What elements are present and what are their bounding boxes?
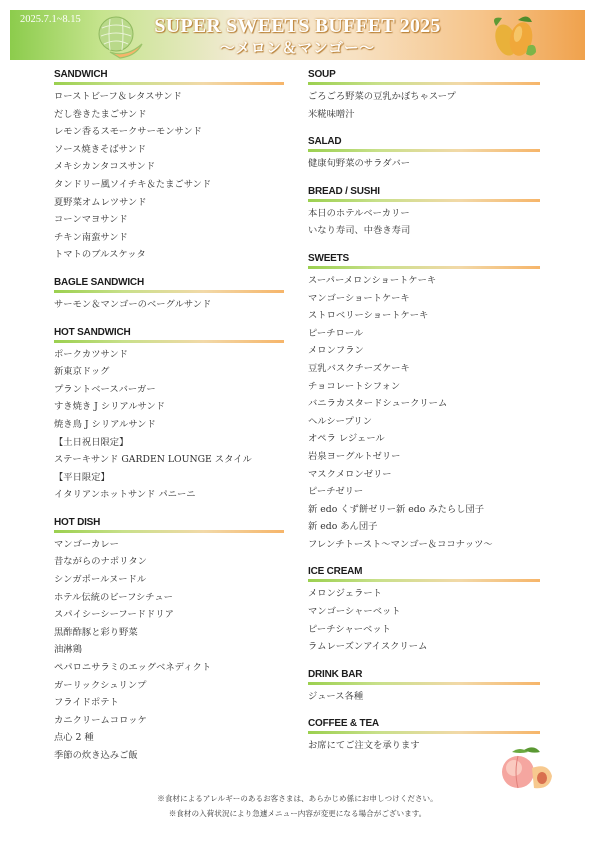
section-divider [308, 266, 540, 269]
menu-item: 岩泉ヨーグルトゼリー [308, 450, 401, 462]
section-soup [308, 69, 540, 123]
menu-item: 【平日限定】 [54, 471, 110, 483]
menu-item: 夏野菜オムレツサンド [54, 196, 147, 208]
menu-item: タンドリー風ソイチキ＆たまごサンド [54, 178, 212, 190]
menu-item: プラントベースバーガー [54, 383, 156, 395]
section-drink-bar [308, 669, 540, 706]
section-bagle-sandwich [54, 277, 284, 314]
footer-notes [0, 791, 595, 821]
menu-item: 米糀味噌汁 [308, 108, 355, 120]
menu-item: トマトのブルスケッタ [54, 249, 146, 261]
section-divider [54, 340, 284, 343]
menu-item: スーパーメロンショートケーキ [308, 274, 437, 286]
date-range: 2025.7.1~8.15 [20, 14, 81, 25]
menu-item: スパイシーシーフードドリア [54, 609, 174, 621]
title-banner [10, 10, 585, 60]
menu-item: マスクメロンゼリー [308, 468, 392, 480]
section-sweets [308, 253, 540, 554]
menu-item: バニラカスタードシュークリーム [308, 398, 448, 410]
section-ice-cream [308, 566, 540, 655]
menu-item: ペパロニサラミのエッグベネディクト [54, 662, 212, 674]
menu-item: シンガポールヌードル [54, 574, 147, 586]
menu-item: メロンフラン [308, 345, 364, 357]
menu-item: フレンチトースト～マンゴー＆ココナッツ～ [308, 538, 493, 550]
menu-item: 点心 2 種 [54, 732, 94, 744]
section-divider [54, 530, 284, 533]
menu-item: フライドポテト [54, 697, 119, 709]
section-title: BAGLE SANDWICH [54, 276, 144, 288]
section-title: SOUP [308, 69, 336, 80]
allergy-note: ※食材によるアレルギーのあるお客さまは、あらかじめ係にお申しつけください。 [157, 794, 438, 803]
section-divider [54, 82, 284, 85]
menu-item: メキシカンタコスサンド [54, 161, 156, 173]
section-bread-sushi [308, 186, 540, 240]
menu-item: 油淋鶏 [54, 644, 82, 656]
menu-item: ピーチゼリー [308, 486, 364, 498]
menu-item: 新 edo あん団子 [308, 521, 378, 533]
menu-item: コーンマヨサンド [54, 214, 128, 226]
menu-item: ピーチシャーベット [308, 623, 391, 635]
menu-item: すき焼き J シリアルサンド [54, 401, 166, 413]
menu-item: レモン香るスモークサーモンサンド [54, 126, 202, 138]
menu-item: 【土日祝日限定】 [54, 436, 129, 448]
menu-item: お席にてご注文を承ります [308, 740, 420, 752]
menu-item: ローストビーフ＆レタスサンド [54, 91, 182, 102]
menu-change-note: ※食材の入荷状況により急遽メニュー内容が変更になる場合がございます。 [168, 809, 427, 818]
section-title: SWEETS [308, 252, 350, 264]
menu-item: 季節の炊き込みご飯 [54, 750, 138, 761]
section-title: HOT DISH [54, 516, 101, 528]
menu-item: チキン南蛮サンド [54, 231, 128, 243]
section-salad [308, 136, 540, 173]
menu-right-column [308, 69, 540, 768]
menu-item: ストロベリーショートケーキ [308, 310, 429, 322]
menu-item: ヘルシープリン [308, 415, 373, 427]
menu-item: ソース焼きそばサンド [54, 143, 147, 155]
menu-item: 本日のホテルベーカリー [308, 207, 410, 219]
section-divider [308, 199, 540, 202]
section-title: COFFEE & TEA [308, 718, 379, 730]
page-title: SUPER SWEETS BUFFET 2025 [154, 15, 441, 37]
menu-item: ラムレーズンアイスクリーム [308, 641, 428, 653]
menu-item: サーモン＆マンゴーのベーグルサンド [54, 298, 212, 310]
menu-item: 焼き鳥 J シリアルサンド [54, 418, 156, 430]
section-title: BREAD / SUSHI [308, 185, 380, 197]
section-divider [308, 579, 540, 582]
peach-icon [494, 746, 556, 792]
section-divider [54, 290, 284, 293]
menu-item: ジュース各種 [308, 690, 364, 702]
section-hot-sandwich [54, 327, 284, 504]
menu-item: ホテル伝統のビーフシチュー [54, 591, 173, 603]
section-divider [308, 731, 540, 734]
menu-item: 新 edo くず餅ゼリー新 edo みたらし団子 [308, 503, 485, 515]
menu-item: 豆乳バスクチーズケーキ [308, 362, 410, 374]
section-title: HOT SANDWICH [54, 326, 131, 338]
menu-item: マンゴーカレー [54, 538, 119, 550]
section-title: DRINK BAR [308, 668, 363, 680]
section-hot-dish [54, 517, 284, 765]
section-divider [308, 682, 540, 685]
section-divider [308, 82, 540, 85]
menu-item: だし巻きたまごサンド [54, 108, 147, 120]
menu-item: ごろごろ野菜の豆乳かぼちゃスープ [308, 91, 456, 102]
menu-item: いなり寿司、中巻き寿司 [308, 225, 411, 237]
menu-item: 健康旬野菜のサラダバー [308, 158, 411, 170]
section-sandwich [54, 69, 284, 264]
section-title: SANDWICH [54, 69, 108, 80]
section-title: SALAD [308, 136, 342, 148]
section-title: ICE CREAM [308, 566, 363, 578]
menu-item: マンゴーショートケーキ [308, 292, 410, 304]
menu-item: 昔ながらのナポリタン [54, 556, 147, 568]
menu-item: メロンジェラート [308, 588, 382, 600]
menu-item: マンゴーシャーベット [308, 606, 401, 618]
section-divider [308, 149, 540, 152]
page-subtitle: ～メロン＆マンゴー～ [220, 41, 375, 57]
mango-icon [488, 12, 538, 60]
menu-item: ステーキサンド GARDEN LOUNGE スタイル [54, 454, 252, 466]
menu-left-column [54, 69, 284, 778]
menu-item: オペラ レジェール [308, 433, 385, 445]
menu-item: 新東京ドッグ [54, 366, 110, 378]
menu-item: カニクリームコロッケ [54, 714, 147, 726]
menu-item: 黒酢酢豚と彩り野菜 [54, 626, 138, 638]
menu-item: チョコレートシフォン [308, 380, 401, 392]
menu-item: ポークカツサンド [54, 348, 128, 360]
menu-item: ガーリックシュリンプ [54, 679, 147, 691]
menu-item: イタリアンホットサンド パニーニ [54, 489, 196, 501]
menu-item: ピーチロール [308, 327, 364, 339]
